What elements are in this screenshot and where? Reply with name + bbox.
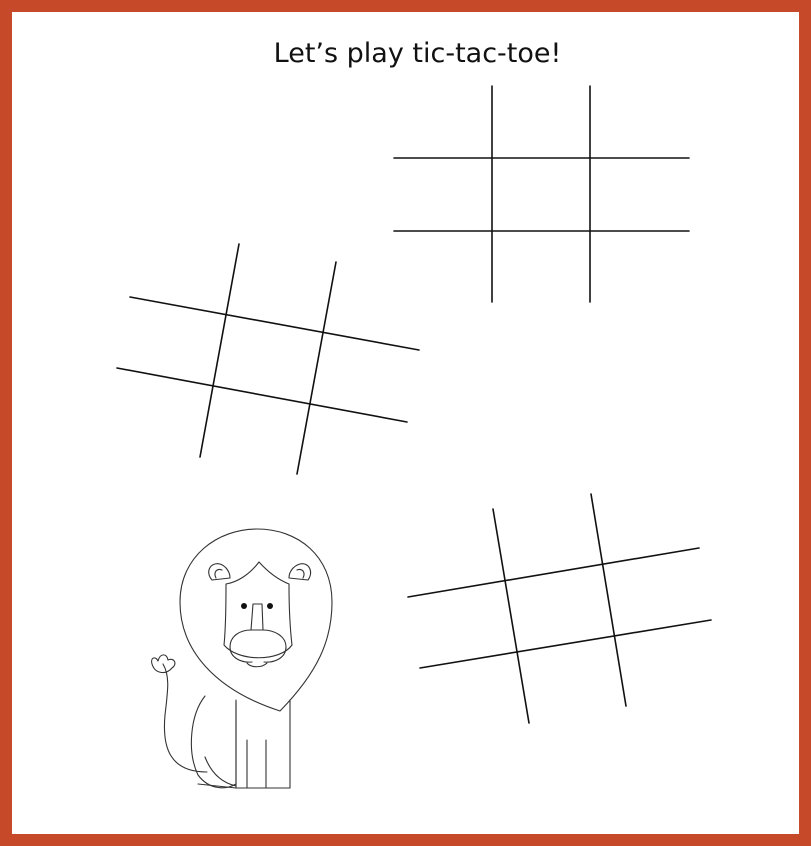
grid-line [420,620,711,668]
tic-tac-toe-grid-3[interactable] [408,494,711,723]
grid-line [200,244,239,457]
grid-line [408,548,699,597]
tic-tac-toe-grid-1[interactable] [394,86,689,302]
lion-icon [152,529,332,788]
grid-line [591,494,626,706]
grid-line [493,509,529,723]
grid-line [130,297,419,350]
tic-tac-toe-grid-2[interactable] [117,244,419,474]
page-title: Let’s play tic-tac-toe! [273,38,562,69]
grid-line [297,262,336,474]
grid-line [117,368,407,422]
